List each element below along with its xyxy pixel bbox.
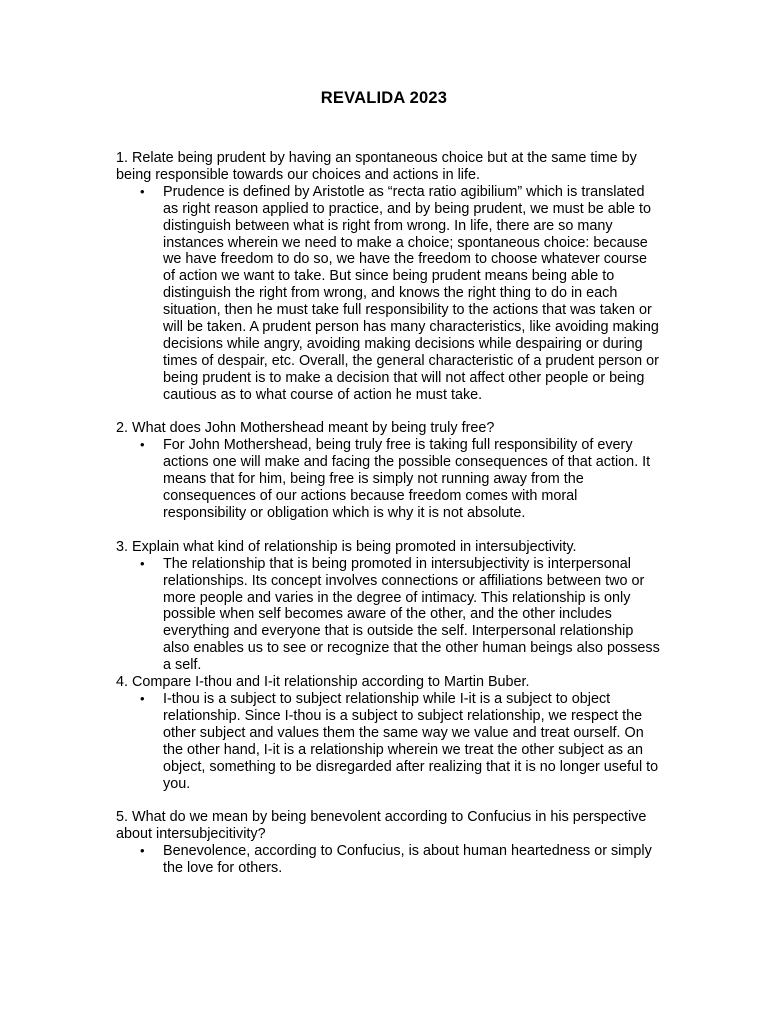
- answer-1: [116, 184, 661, 404]
- question-2: 2. What does John Mothershead meant by being truly free?: [116, 420, 495, 437]
- answer-4: [116, 691, 661, 792]
- answer-2: [116, 437, 661, 522]
- paragraph-gap: [116, 522, 661, 539]
- answer-1-text: Prudence is defined by Aristotle as “recta ratio agibilium” which is translated as right reason applied to practice, and by being prudent, we must be able to distinguish between what is right from wrong. In life, there are so many instances wherein we need to make a choice; spontaneous choice: because we have freedom to do so, we have the freedom to choose whatever course of action we want to take. But since being prudent means being able to distinguish the right from wrong, and knows the right thing to do in each situation, then he must take full responsibility to the actions that was taken or will be taken. A prudent person has many characteristics, like avoiding making decisions while angry, avoiding making decisions while despairing or during times of despair, etc. Overall, the general characteristic of a prudent person or being prudent is to make a decision that will not affect other people or being cautious as to what course of action he must take.: [163, 183, 659, 403]
- answer-3-text: The relationship that is being promoted in intersubjectivity is interpersonal relationships. Its concept involves connections or affiliations between two or more people and varies in the degree of intimacy. This relationship is only possible when self becomes aware of the other, and the other includes everything and everyone that is outside the self. Interpersonal relationship also enables us to see or recognize that the other human beings also possess a self.: [163, 555, 660, 674]
- question-3: 3. Explain what kind of relationship is being promoted in intersubjectivity.: [116, 538, 577, 555]
- question-5: 5. What do we mean by being benevolent according to Confucius in his perspective about intersubjecitivity?: [116, 809, 647, 843]
- answer-2-text: For John Mothershead, being truly free is taking full responsibility of every actions one will make and facing the possible consequences of that action. It means that for him, being free is simply not running away from the consequences of our actions because freedom comes with moral responsibility or obligation which is why it is not absolute.: [163, 437, 651, 522]
- question-1: 1. Relate being prudent by having an spontaneous choice but at the same time by being responsible towards our choices and actions in life.: [116, 150, 637, 183]
- bullet-icon: •: [140, 843, 145, 859]
- answer-5: [116, 843, 661, 877]
- bullet-icon: •: [140, 690, 145, 706]
- answer-3: [116, 556, 661, 674]
- document-body: [116, 150, 661, 877]
- question-4: 4. Compare I-thou and I-it relationship according to Martin Buber.: [116, 674, 530, 691]
- document-title: REVALIDA 2023: [320, 89, 448, 107]
- bullet-icon: •: [140, 183, 145, 199]
- answer-4-text: I-thou is a subject to subject relationship while I-it is a subject to object relationship. Since I-thou is a subject to subject relationship, we respect the other subject and values them the same way we value and treat ourself. On the other hand, I-it is a relationship wherein we treat the other subject as an object, something to be disregarded after realizing that it is no longer useful to you.: [163, 690, 659, 792]
- bullet-icon: •: [140, 555, 145, 571]
- answer-5-text: Benevolence, according to Confucius, is about human heartedness or simply the love for others.: [163, 843, 652, 877]
- paragraph-gap: [116, 792, 661, 809]
- bullet-icon: •: [140, 437, 145, 453]
- paragraph-gap: [116, 404, 661, 421]
